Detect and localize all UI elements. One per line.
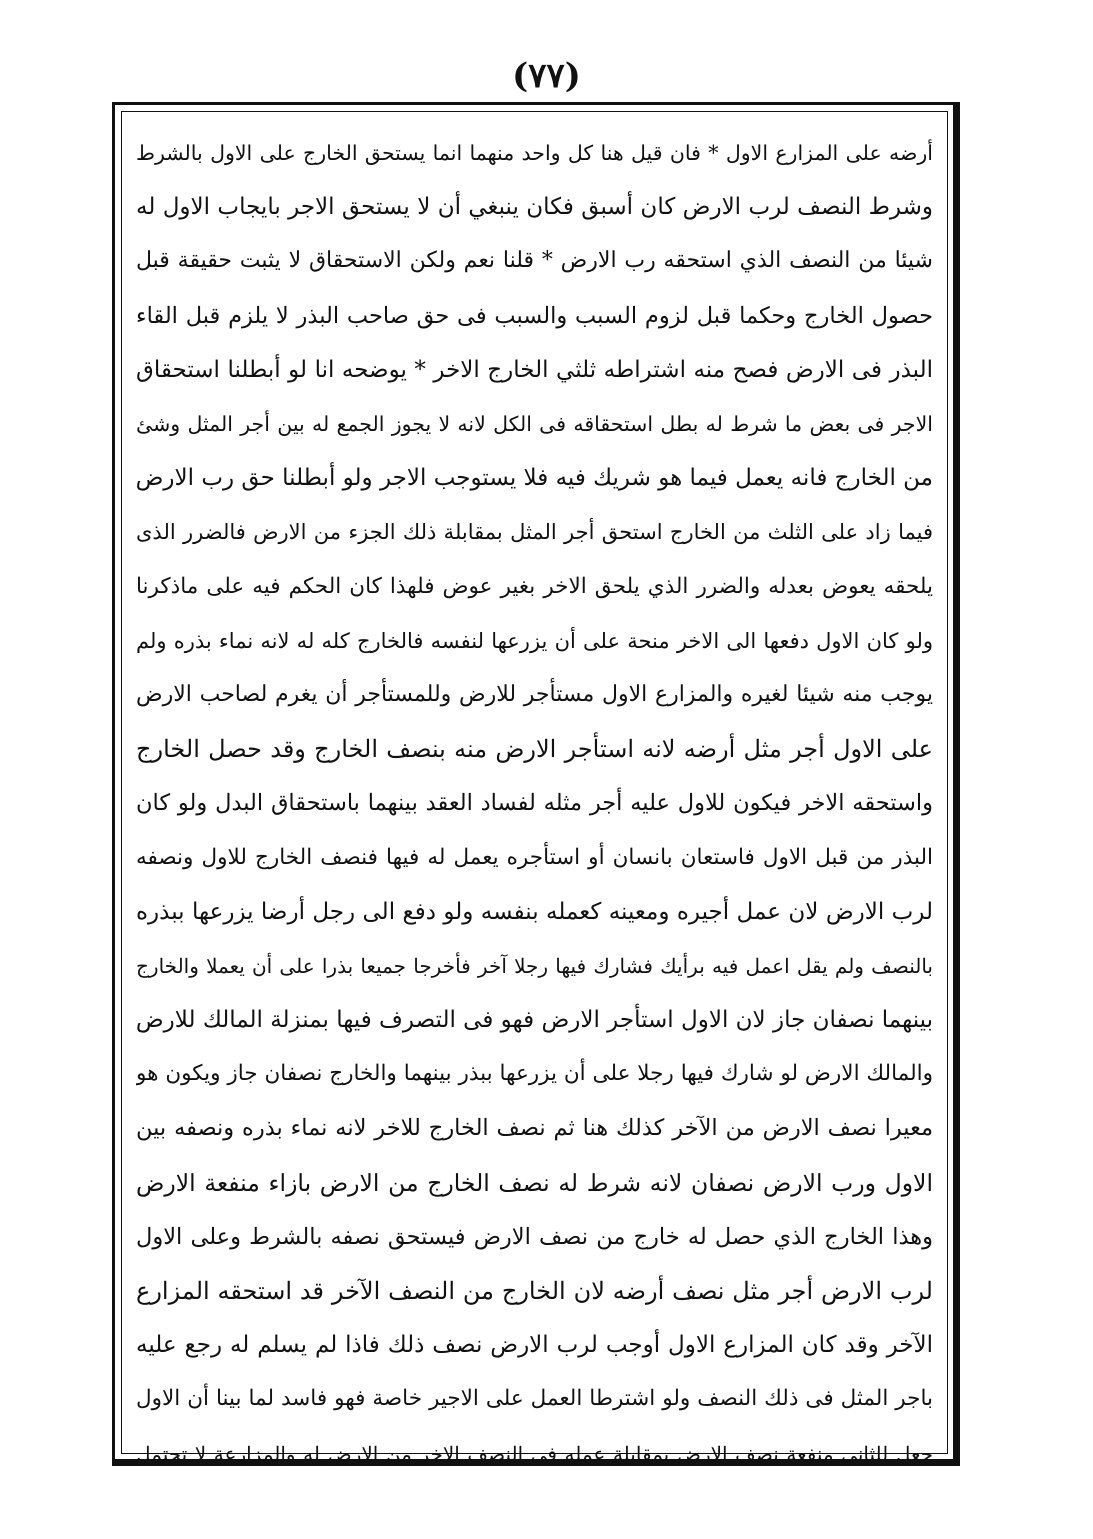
text-line-content: الآخر وقد كان المزارع الاول أوجب لرب الارض نصف ذلك فاذا لم يسلم له رجع عليه: [136, 1332, 933, 1359]
text-line: [136, 505, 933, 559]
text-line: [136, 1427, 933, 1481]
text-line-content: البذر من قبل الاول فاستعان بانسان أو استأجره يعمل له فيها فنصف الخارج للاول ونصفه: [136, 844, 933, 870]
text-line-content: لرب الارض أجر مثل نصف أرضه لان الخارج من النصف الآخر قد استحقه المزارع: [136, 1277, 933, 1306]
text-line-content: حصول الخارج وحكما قبل لزوم السبب والسبب فى حق صاحب البذر لا يلزم قبل القاء: [136, 302, 933, 329]
text-line: [136, 776, 933, 830]
text-line: [136, 993, 933, 1047]
text-line-content: يلحقه يعوض بعدله والضرر الذي يلحق الاخر بغير عوض فلهذا كان الحكم فيه على ماذكرنا: [136, 573, 933, 599]
text-line: [136, 397, 933, 451]
text-line-content: فيما زاد على الثلث من الخارج استحق أجر المثل بمقابلة ذلك الجزء من الارض فالضرر الذى: [136, 520, 933, 545]
text-line: [136, 1210, 933, 1264]
text-line: [136, 1047, 933, 1101]
body-text: [136, 126, 933, 1466]
text-line-content: يوجب منه شيئا لغيره والمزارع الاول مستأجر للارض وللمستأجر أن يغرم لصاحب الارض: [136, 681, 933, 707]
text-line: [136, 830, 933, 884]
text-line-content: بالنصف ولم يقل اعمل فيه برأيك فشارك فيها رجلا آخر فأخرجا جميعا بذرا على أن يعملا والخارج: [136, 953, 933, 978]
text-line-content: الاول ورب الارض نصفان لانه شرط له نصف الخارج من الارض بازاء منفعة الارض: [136, 1168, 933, 1197]
text-line: [136, 560, 933, 614]
text-line-content: ولو كان الاول دفعها الى الاخر منحة على أن يزرعها لنفسه فالخارج كله له لانه نماء بذره ولم: [136, 628, 933, 653]
text-line: [136, 180, 933, 234]
text-line: [136, 451, 933, 505]
text-line: [136, 1264, 933, 1318]
page-frame-inner: [121, 111, 948, 1466]
page-frame: [112, 102, 960, 1466]
text-line: [136, 1101, 933, 1155]
text-line-content: واستحقه الاخر فيكون للاول عليه أجر مثله لفساد العقد بينهما باستحقاق البدل ولو كان: [136, 790, 933, 817]
text-line-content: جعل للثانى منفعة نصف الارض بمقابلة عمله فى النصف الاخر من الارض له والمزارعة لا تحتمل: [136, 1441, 933, 1466]
text-line-content: بينهما نصفان جاز لان الاول استأجر الارض فهو فى التصرف فيها بمنزلة المالك للارض: [136, 1007, 933, 1034]
text-line-content: الاجر فى بعض ما شرط له بطل استحقاقه فى الكل لانه لا يجوز الجمع له بين أجر المثل وشئ: [136, 412, 933, 437]
text-line-content: من الخارج فانه يعمل فيما هو شريك فيه فلا يستوجب الاجر ولو أبطلنا حق رب الارض: [136, 465, 933, 492]
text-line-content: لرب الارض لان عمل أجيره ومعينه كعمله بنفسه ولو دفع الى رجل أرضا يزرعها ببذره: [136, 898, 933, 925]
text-line: [136, 289, 933, 343]
text-line: [136, 614, 933, 668]
page-number: (٧٧): [512, 56, 581, 96]
text-line: [136, 343, 933, 397]
text-line-content: وهذا الخارج الذي حصل له خارج من نصف الارض فيستحق نصفه بالشرط وعلى الاول: [136, 1223, 933, 1250]
text-line: [136, 1156, 933, 1210]
text-line-content: على الاول أجر مثل أرضه لانه استأجر الارض منه بنصف الخارج وقد حصل الخارج: [136, 735, 933, 764]
text-line-content: باجر المثل فى ذلك النصف ولو اشترطا العمل على الاجير خاصة فهو فاسد لما بينا أن الاول: [136, 1386, 933, 1412]
text-line: [136, 885, 933, 939]
text-line: [136, 722, 933, 776]
text-line-content: شيئا من النصف الذي استحقه رب الارض * قلنا نعم ولكن الاستحقاق لا يثبت حقيقة قبل: [136, 248, 933, 274]
text-line-content: معيرا نصف الارض من الآخر كذلك هنا ثم نصف الخارج للاخر لانه نماء بذره ونصفه بين: [136, 1115, 933, 1142]
text-line: [136, 234, 933, 288]
text-line-content: والمالك الارض لو شارك فيها رجلا على أن يزرعها ببذر بينهما والخارج نصفان جاز ويكون هو: [136, 1061, 933, 1087]
text-line: [136, 1372, 933, 1426]
text-line: [136, 939, 933, 993]
text-line: [136, 126, 933, 180]
text-line-content: البذر فى الارض فصح منه اشتراطه ثلثي الخارج الاخر * يوضحه انا لو أبطلنا استحقاق: [136, 356, 933, 383]
text-line-content: أرضه على المزارع الاول * فان قيل هنا كل واحد منهما انما يستحق الخارج على الاول بالشرط: [136, 141, 933, 166]
text-line: [136, 1318, 933, 1372]
text-line: [136, 668, 933, 722]
text-line-content: وشرط النصف لرب الارض كان أسبق فكان ينبغي أن لا يستحق الاجر بايجاب الاول له: [136, 194, 933, 221]
